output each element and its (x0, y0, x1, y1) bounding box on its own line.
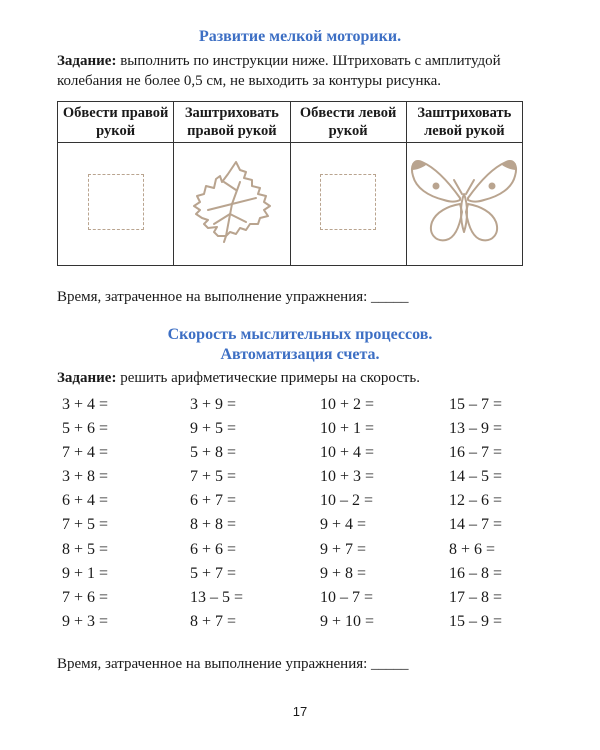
examples-column-3 (320, 393, 374, 634)
motor-task-table (57, 101, 523, 266)
section-subtitle-speed: Автоматизация счета. (220, 346, 380, 363)
example-item: 6 + 7 = (190, 492, 237, 510)
example-item: 10 – 7 = (320, 588, 374, 606)
example-item: 8 + 5 = (62, 540, 109, 558)
cell-shade-right[interactable] (174, 143, 290, 266)
dashed-square-icon (320, 174, 376, 230)
example-item: 7 + 4 = (62, 444, 109, 462)
column-header-shade-left: Заштриховать левой рукой (406, 102, 522, 143)
task-label: Задание: (57, 370, 117, 386)
examples-column-4 (449, 393, 502, 634)
example-item: 9 + 7 = (320, 540, 367, 558)
examples-column-1 (62, 393, 108, 634)
task-text: решить арифметические примеры на скорость. (116, 370, 421, 386)
example-item: 14 – 5 = (449, 468, 503, 486)
example-item: 3 + 4 = (62, 396, 109, 413)
butterfly-icon (408, 156, 520, 248)
dashed-square-icon (88, 174, 144, 230)
example-item: 3 + 9 = (190, 396, 237, 413)
example-item: 3 + 8 = (62, 468, 109, 486)
task-fine-motor (57, 51, 557, 91)
example-item: 5 + 8 = (190, 444, 237, 462)
example-item: 7 + 6 = (62, 588, 109, 606)
example-item: 14 – 7 = (449, 516, 503, 534)
examples-column-2 (190, 393, 243, 634)
cell-trace-left[interactable] (290, 143, 406, 266)
example-item: 13 – 9 = (449, 420, 503, 438)
example-item: 16 – 7 = (449, 444, 503, 462)
example-item: 10 + 4 = (320, 444, 375, 462)
time-line-fine-motor: Время, затраченное на выполнение упражнения: _____ (57, 289, 409, 305)
example-item: 9 + 1 = (62, 564, 109, 582)
example-item: 7 + 5 = (190, 468, 237, 486)
cell-trace-right[interactable] (58, 143, 174, 266)
example-item: 9 + 5 = (190, 420, 237, 438)
example-item: 8 + 8 = (190, 516, 237, 534)
example-item: 12 – 6 = (449, 492, 503, 510)
example-item: 13 – 5 = (190, 588, 244, 606)
example-item: 5 + 6 = (62, 420, 109, 438)
task-speed (57, 368, 557, 388)
example-item: 9 + 3 = (62, 612, 109, 630)
example-item: 10 + 2 = (320, 396, 375, 413)
column-header-shade-right: Заштриховать правой рукой (174, 102, 290, 143)
task-label: Задание: (57, 53, 117, 69)
example-item: 10 + 1 = (320, 420, 375, 438)
section-title-fine-motor: Развитие мелкой моторики. (198, 28, 402, 45)
example-item: 9 + 10 = (320, 612, 375, 630)
task-text: выполнить по инструкции ниже. Штриховать с амплитудой колебания не более 0,5 см, не выходить за контуры рисунка. (57, 53, 501, 89)
example-item: 15 – 7 = (449, 396, 503, 413)
cell-shade-left[interactable] (406, 143, 522, 266)
example-item: 17 – 8 = (449, 588, 503, 606)
example-item: 7 + 5 = (62, 516, 109, 534)
page-number: 17 (292, 704, 308, 719)
column-header-trace-left: Обвести левой рукой (290, 102, 406, 143)
section-title-speed: Скорость мыслительных процессов. (167, 326, 433, 343)
example-item: 9 + 8 = (320, 564, 367, 582)
example-item: 8 + 6 = (449, 540, 496, 558)
example-item: 16 – 8 = (449, 564, 503, 582)
example-item: 15 – 9 = (449, 612, 503, 630)
example-item: 8 + 7 = (190, 612, 237, 630)
leaf-icon (184, 152, 280, 252)
example-item: 10 – 2 = (320, 492, 374, 510)
example-item: 5 + 7 = (190, 564, 237, 582)
time-line-speed: Время, затраченное на выполнение упражнения: _____ (57, 656, 409, 672)
example-item: 6 + 4 = (62, 492, 109, 510)
example-item: 6 + 6 = (190, 540, 237, 558)
column-header-trace-right: Обвести правой рукой (58, 102, 174, 143)
example-item: 9 + 4 = (320, 516, 367, 534)
example-item: 10 + 3 = (320, 468, 375, 486)
